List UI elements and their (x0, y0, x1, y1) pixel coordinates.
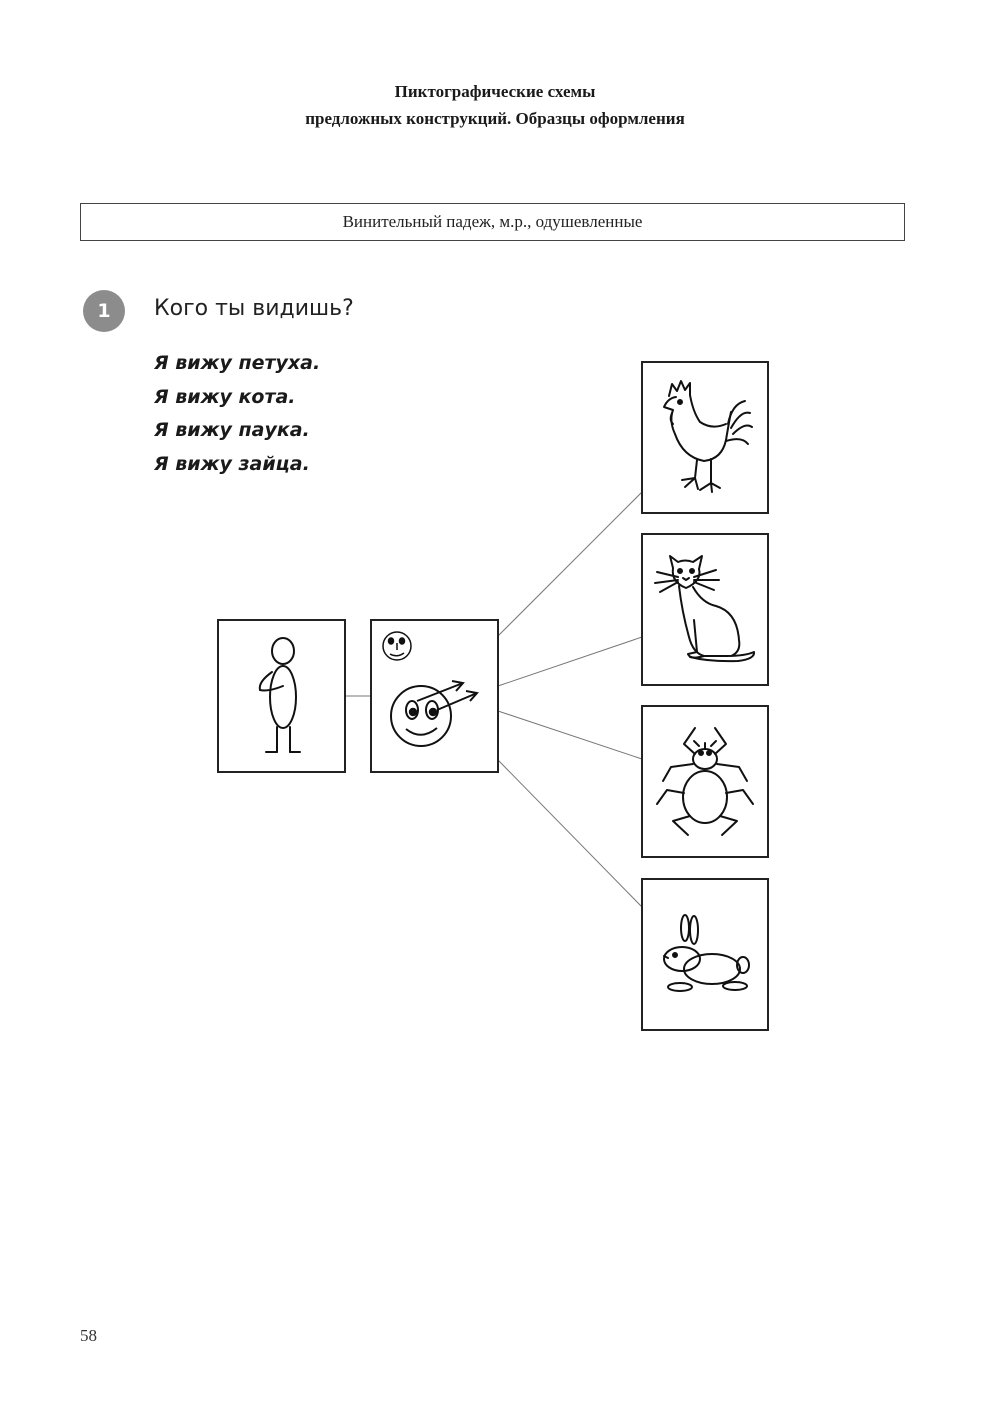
connector-hare (498, 760, 642, 907)
subject-card (218, 620, 345, 772)
verb-card (371, 620, 498, 772)
task-number-badge: 1 (83, 290, 125, 332)
answer-line: Я вижу кота. (154, 385, 296, 408)
connector-spider (498, 711, 642, 759)
answer-line: Я вижу паука. (154, 419, 310, 441)
object-card-cat (642, 534, 768, 685)
case-label: Винительный падеж, м.р., одушевленные (342, 212, 643, 231)
connector-rooster (498, 492, 642, 636)
page-title-line-2: предложных конструкций. Образцы оформления (305, 109, 685, 128)
page-number: 58 (80, 1326, 97, 1345)
connector-cat (498, 637, 642, 686)
answer-line: Я вижу зайца. (154, 452, 310, 475)
object-card-rooster (642, 362, 768, 513)
object-card-spider (642, 706, 768, 857)
page-title-line-1: Пиктографические схемы (394, 82, 596, 101)
answer-line: Я вижу петуха. (154, 352, 321, 374)
task-question: Кого ты видишь? (154, 296, 354, 321)
object-card-hare (642, 879, 768, 1030)
